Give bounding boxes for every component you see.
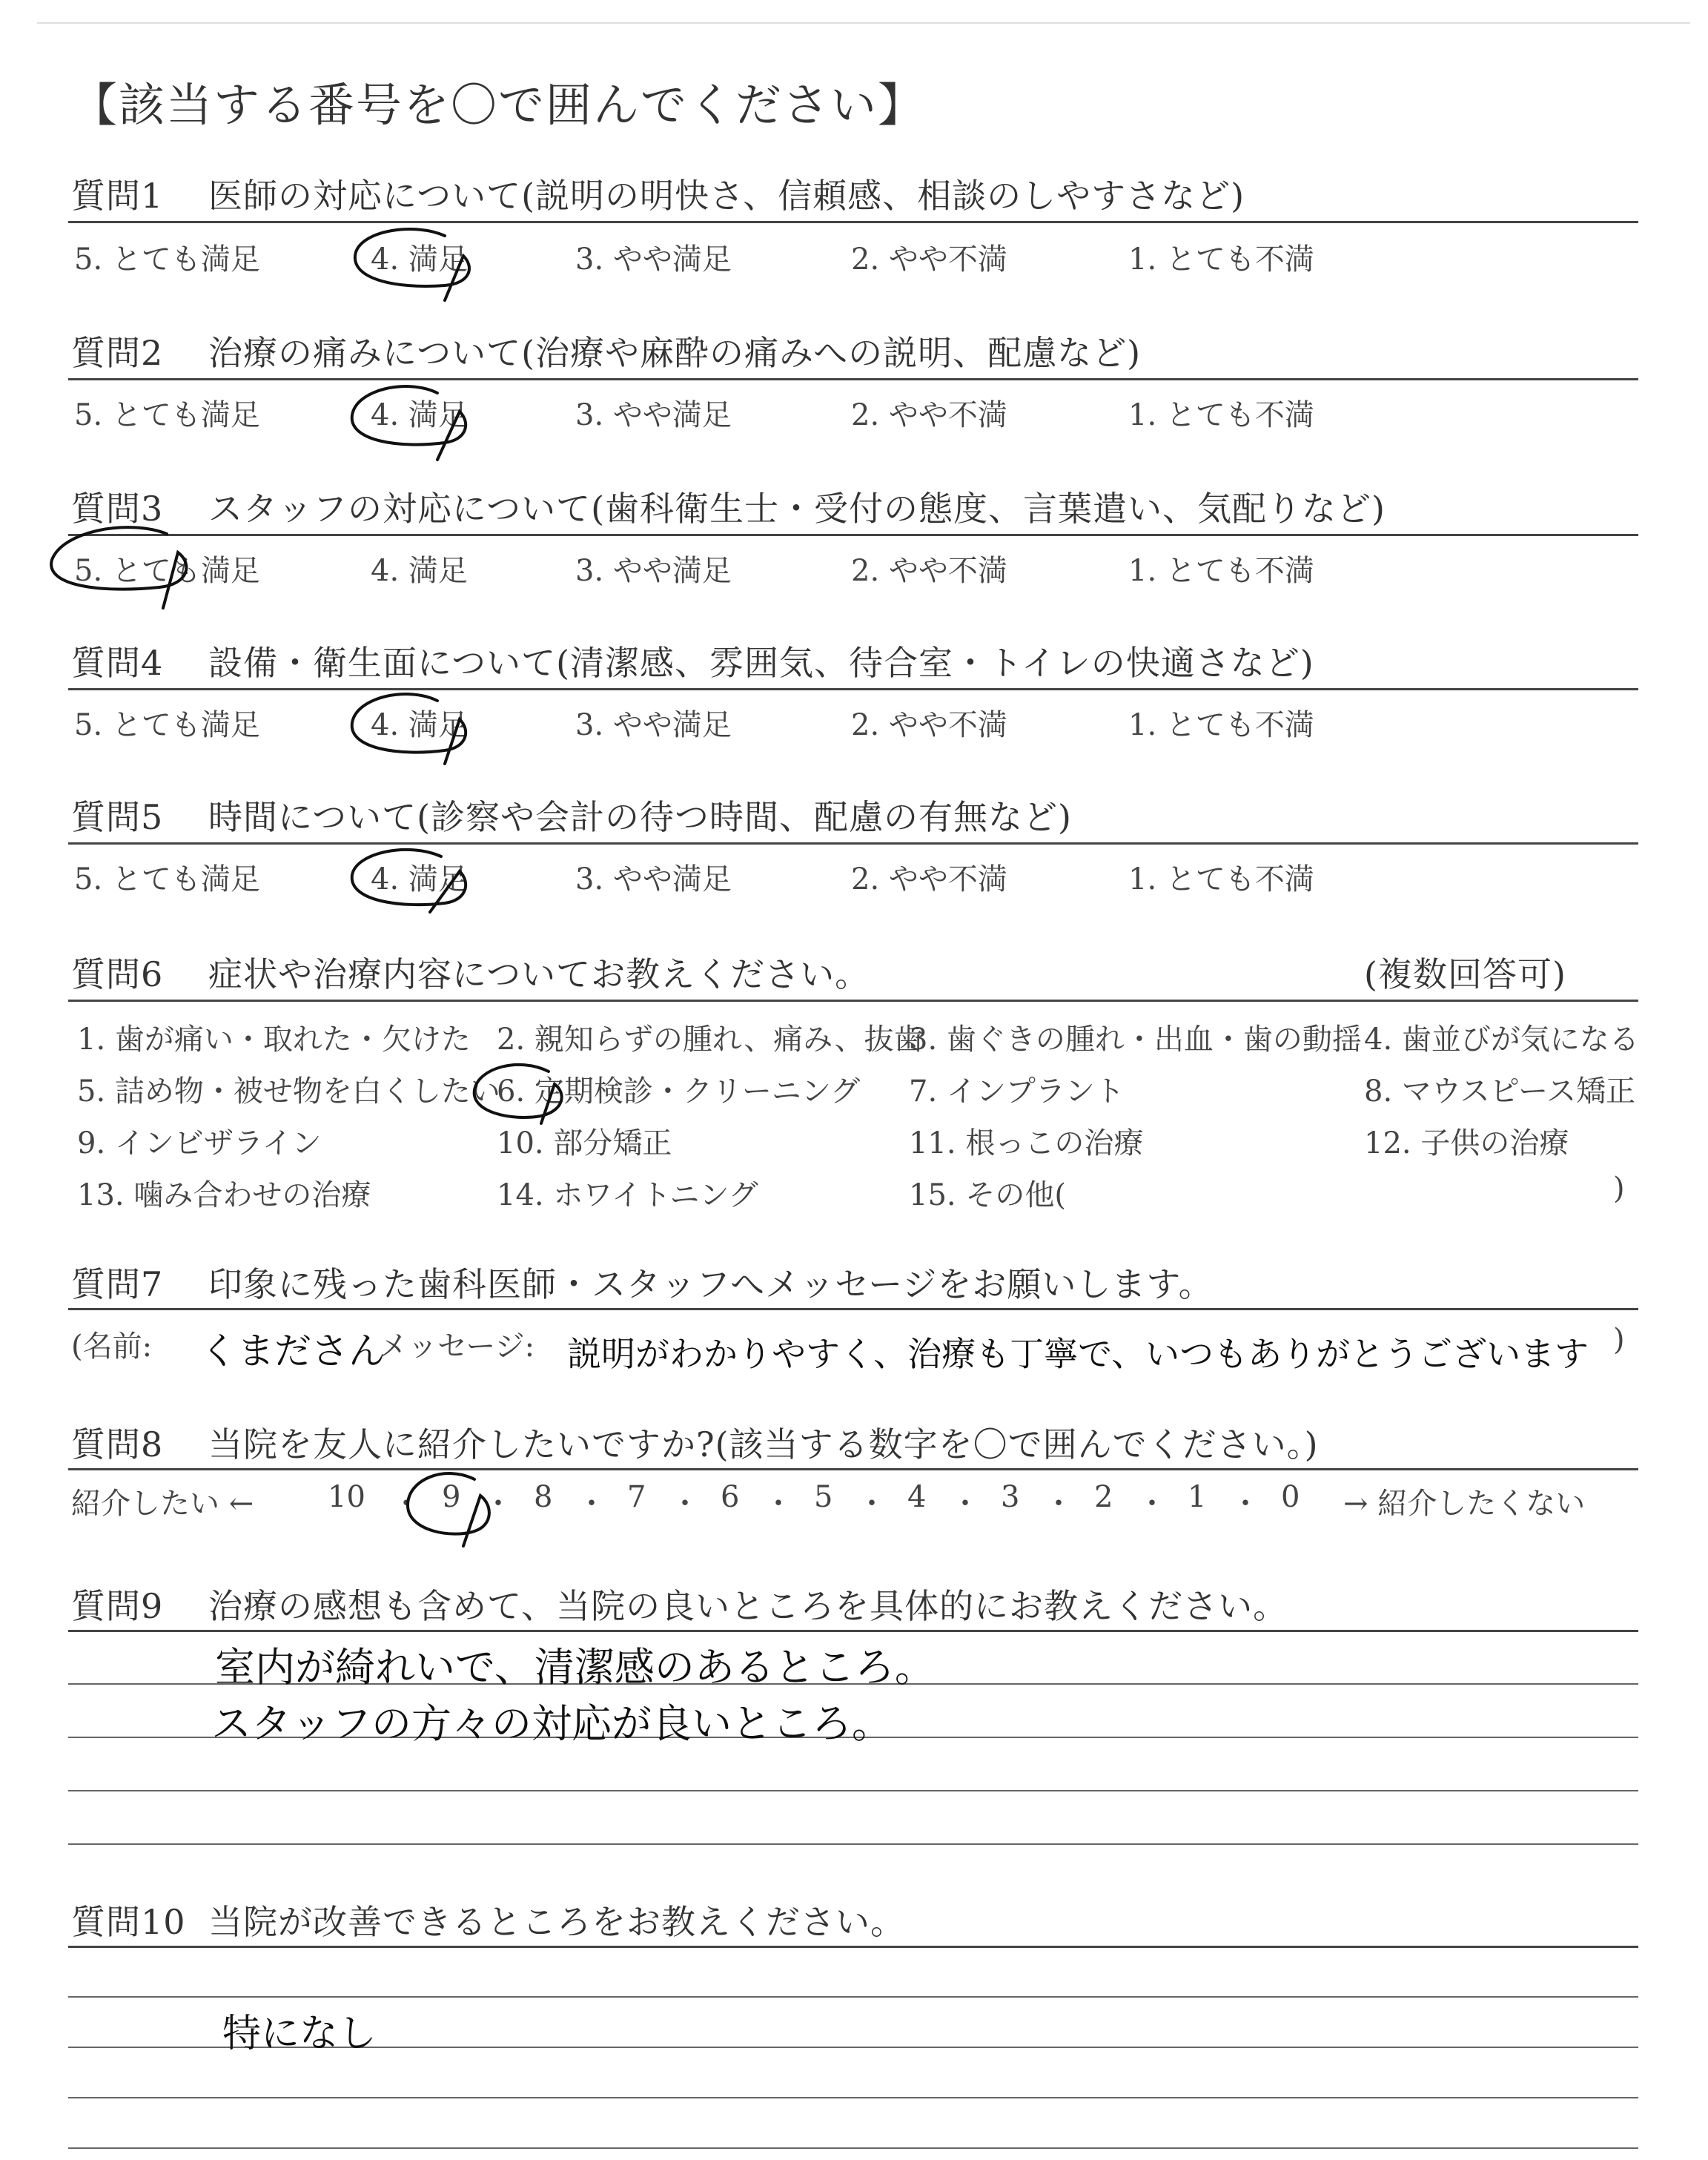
- scale-sep: ・: [1137, 1487, 1167, 1521]
- multiple-answer-note: (複数回答可): [1364, 954, 1566, 994]
- answer-line: [68, 1790, 1638, 1791]
- question-text: 医師の対応について(説明の明快さ、信頼感、相談のしやすさなど): [208, 176, 1245, 216]
- q6-item-5[interactable]: 5. 詰め物・被せ物を白くしたい: [77, 1074, 500, 1109]
- scale-sep: ・: [670, 1487, 700, 1521]
- scale-1[interactable]: 1: [1188, 1480, 1207, 1514]
- scale-sep: ・: [577, 1487, 606, 1521]
- q2-option-2[interactable]: 2. やや不満: [851, 398, 1007, 432]
- q6-item-6[interactable]: 6. 定期検診・クリーニング: [497, 1074, 861, 1109]
- scale-8[interactable]: 8: [534, 1480, 553, 1514]
- question-8-title: [71, 1418, 1319, 1467]
- question-10-title: [71, 1895, 905, 1944]
- q6-item-10[interactable]: 10. 部分矯正: [497, 1126, 672, 1160]
- q1-option-5[interactable]: 5. とても満足: [74, 242, 260, 277]
- scan-top-edge: [37, 22, 1690, 24]
- q5-option-2[interactable]: 2. やや不満: [851, 862, 1007, 896]
- question-2-title: [71, 326, 1141, 375]
- question-text: スタッフの対応について(歯科衛生士・受付の態度、言葉遣い、気配りなど): [208, 489, 1386, 529]
- question-number: 質問6: [71, 954, 164, 994]
- answer-line: [68, 2097, 1638, 2098]
- question-5-title: [71, 790, 1072, 839]
- recommend-left-label: 紹介したい ←: [71, 1487, 254, 1521]
- q6-item-13[interactable]: 13. 噛み合わせの治療: [77, 1178, 371, 1212]
- q6-item-7[interactable]: 7. インプラント: [909, 1074, 1125, 1109]
- question-6-title: [71, 948, 870, 997]
- question-rule: [68, 378, 1638, 380]
- question-number: 質問5: [71, 797, 164, 837]
- scale-2[interactable]: 2: [1094, 1480, 1113, 1514]
- q6-selection-circle: [467, 1053, 578, 1135]
- question-text: 当院を友人に紹介したいですか?(該当する数字を〇で囲んでください。): [208, 1424, 1319, 1464]
- question-number: 質問4: [71, 643, 164, 683]
- answer-line: [68, 1946, 1638, 1948]
- q6-item-3[interactable]: 3. 歯ぐきの腫れ・出血・歯の動揺: [909, 1023, 1362, 1057]
- scale-sep: ・: [391, 1487, 421, 1521]
- question-rule: [68, 1308, 1638, 1310]
- q1-selection-circle: [334, 215, 482, 304]
- question-number: 質問2: [71, 333, 164, 373]
- question-number: 質問9: [71, 1586, 164, 1626]
- question-rule: [68, 842, 1638, 845]
- question-text: 設備・衛生面について(清潔感、雰囲気、待合室・トイレの快適さなど): [208, 643, 1314, 683]
- answer-line: [68, 1996, 1638, 1998]
- question-1-title: [71, 169, 1245, 218]
- q4-option-1[interactable]: 1. とても不満: [1128, 708, 1314, 742]
- scale-sep: ・: [483, 1487, 513, 1521]
- q6-item-2[interactable]: 2. 親知らずの腫れ、痛み、抜歯: [497, 1023, 924, 1057]
- question-rule: [68, 534, 1638, 536]
- q4-selection-circle: [334, 682, 482, 771]
- form-title: 【該当する番号を〇で囲んでください】: [71, 78, 926, 132]
- question-rule: [68, 688, 1638, 690]
- question-rule: [68, 1468, 1638, 1470]
- scale-sep: ・: [1044, 1487, 1073, 1521]
- q6-item-8[interactable]: 8. マウスピース矯正: [1364, 1074, 1636, 1109]
- q4-option-4[interactable]: 4. 満足: [371, 708, 468, 742]
- q2-option-4[interactable]: 4. 満足: [371, 398, 468, 432]
- question-number: 質問3: [71, 489, 164, 529]
- q1-option-3[interactable]: 3. やや満足: [575, 242, 732, 277]
- question-text: 治療の痛みについて(治療や麻酔の痛みへの説明、配慮など): [208, 333, 1142, 373]
- q5-option-5[interactable]: 5. とても満足: [74, 862, 260, 896]
- question-text: 当院が改善できるところをお教えください。: [208, 1902, 905, 1942]
- q6-item-12[interactable]: 12. 子供の治療: [1364, 1126, 1569, 1160]
- question-number: 質問1: [71, 176, 164, 216]
- answer-line: [68, 2147, 1638, 2149]
- message-handwritten[interactable]: 説明がわかりやすく、治療も丁寧で、いつもありがとうございます: [567, 1334, 1589, 1374]
- question-9-title: [71, 1579, 1288, 1628]
- question-text: 時間について(診察や会計の待つ時間、配慮の有無など): [208, 797, 1072, 837]
- question-3-title: [71, 482, 1386, 531]
- question-rule: [68, 221, 1638, 223]
- question-text: 症状や治療内容についてお教えください。: [208, 954, 870, 994]
- q3-option-4[interactable]: 4. 満足: [371, 554, 468, 588]
- scale-6[interactable]: 6: [721, 1480, 740, 1514]
- scale-0[interactable]: 0: [1281, 1480, 1300, 1514]
- q6-item-15[interactable]: 15. その他(: [909, 1178, 1066, 1212]
- answer-line: [68, 1843, 1638, 1845]
- q2-option-3[interactable]: 3. やや満足: [575, 398, 732, 432]
- scale-3[interactable]: 3: [1001, 1480, 1020, 1514]
- question-4-title: [71, 636, 1314, 685]
- q9-answer-line-1[interactable]: 室内が綺れいで、清潔感のあるところ。: [215, 1644, 935, 1691]
- q3-option-1[interactable]: 1. とても不満: [1128, 554, 1314, 588]
- q6-item-4[interactable]: 4. 歯並びが気になる: [1364, 1023, 1639, 1057]
- q5-option-4[interactable]: 4. 満足: [371, 862, 468, 896]
- q2-option-1[interactable]: 1. とても不満: [1128, 398, 1314, 432]
- q10-answer[interactable]: 特になし: [222, 2012, 377, 2056]
- answer-line: [68, 1630, 1638, 1632]
- q3-option-2[interactable]: 2. やや不満: [851, 554, 1007, 588]
- q3-option-3[interactable]: 3. やや満足: [575, 554, 732, 588]
- message-close-paren: ): [1613, 1323, 1625, 1357]
- q5-option-1[interactable]: 1. とても不満: [1128, 862, 1314, 896]
- q1-option-1[interactable]: 1. とても不満: [1128, 242, 1314, 277]
- message-label: メッセージ:: [378, 1330, 535, 1364]
- scale-7[interactable]: 7: [627, 1480, 646, 1514]
- q1-option-2[interactable]: 2. やや不満: [851, 242, 1007, 277]
- other-close-paren: ): [1613, 1172, 1625, 1206]
- scale-5[interactable]: 5: [814, 1480, 833, 1514]
- scale-sep: ・: [857, 1487, 887, 1521]
- recommend-right-label: → 紹介したくない: [1343, 1487, 1586, 1521]
- scale-9[interactable]: 9: [442, 1480, 461, 1514]
- question-text: 治療の感想も含めて、当院の良いところを具体的にお教えください。: [208, 1586, 1288, 1626]
- question-rule: [68, 1000, 1638, 1002]
- scale-sep: ・: [764, 1487, 793, 1521]
- q1-option-4[interactable]: 4. 満足: [371, 242, 468, 277]
- scale-4[interactable]: 4: [907, 1480, 927, 1514]
- question-text: 印象に残った歯科医師・スタッフへメッセージをお願いします。: [208, 1264, 1214, 1304]
- scale-sep: ・: [1231, 1487, 1260, 1521]
- q3-option-5[interactable]: 5. とても満足: [74, 554, 260, 588]
- q4-option-3[interactable]: 3. やや満足: [575, 708, 732, 742]
- q4-option-2[interactable]: 2. やや不満: [851, 708, 1007, 742]
- q2-selection-circle: [334, 374, 482, 463]
- question-number: 質問8: [71, 1424, 164, 1464]
- scale-10[interactable]: 10: [328, 1480, 365, 1514]
- q5-selection-circle: [334, 838, 482, 919]
- q4-option-5[interactable]: 5. とても満足: [74, 708, 260, 742]
- question-number: 質問10: [71, 1902, 186, 1942]
- name-handwritten[interactable]: くまださん: [200, 1330, 385, 1373]
- q5-option-3[interactable]: 3. やや満足: [575, 862, 732, 896]
- q6-item-1[interactable]: 1. 歯が痛い・取れた・欠けた: [77, 1023, 471, 1057]
- q2-option-5[interactable]: 5. とても満足: [74, 398, 260, 432]
- q6-item-11[interactable]: 11. 根っこの治療: [909, 1126, 1144, 1160]
- question-7-title: [71, 1258, 1214, 1307]
- q8-selection-circle: [400, 1464, 504, 1553]
- q6-item-9[interactable]: 9. インビザライン: [77, 1126, 322, 1160]
- name-label: (名前:: [71, 1330, 153, 1364]
- q9-answer-line-2[interactable]: スタッフの方々の対応が良いところ。: [211, 1700, 892, 1747]
- q3-selection-circle: [41, 519, 204, 615]
- q6-item-14[interactable]: 14. ホワイトニング: [497, 1178, 758, 1212]
- question-number: 質問7: [71, 1264, 164, 1304]
- scale-sep: ・: [950, 1487, 980, 1521]
